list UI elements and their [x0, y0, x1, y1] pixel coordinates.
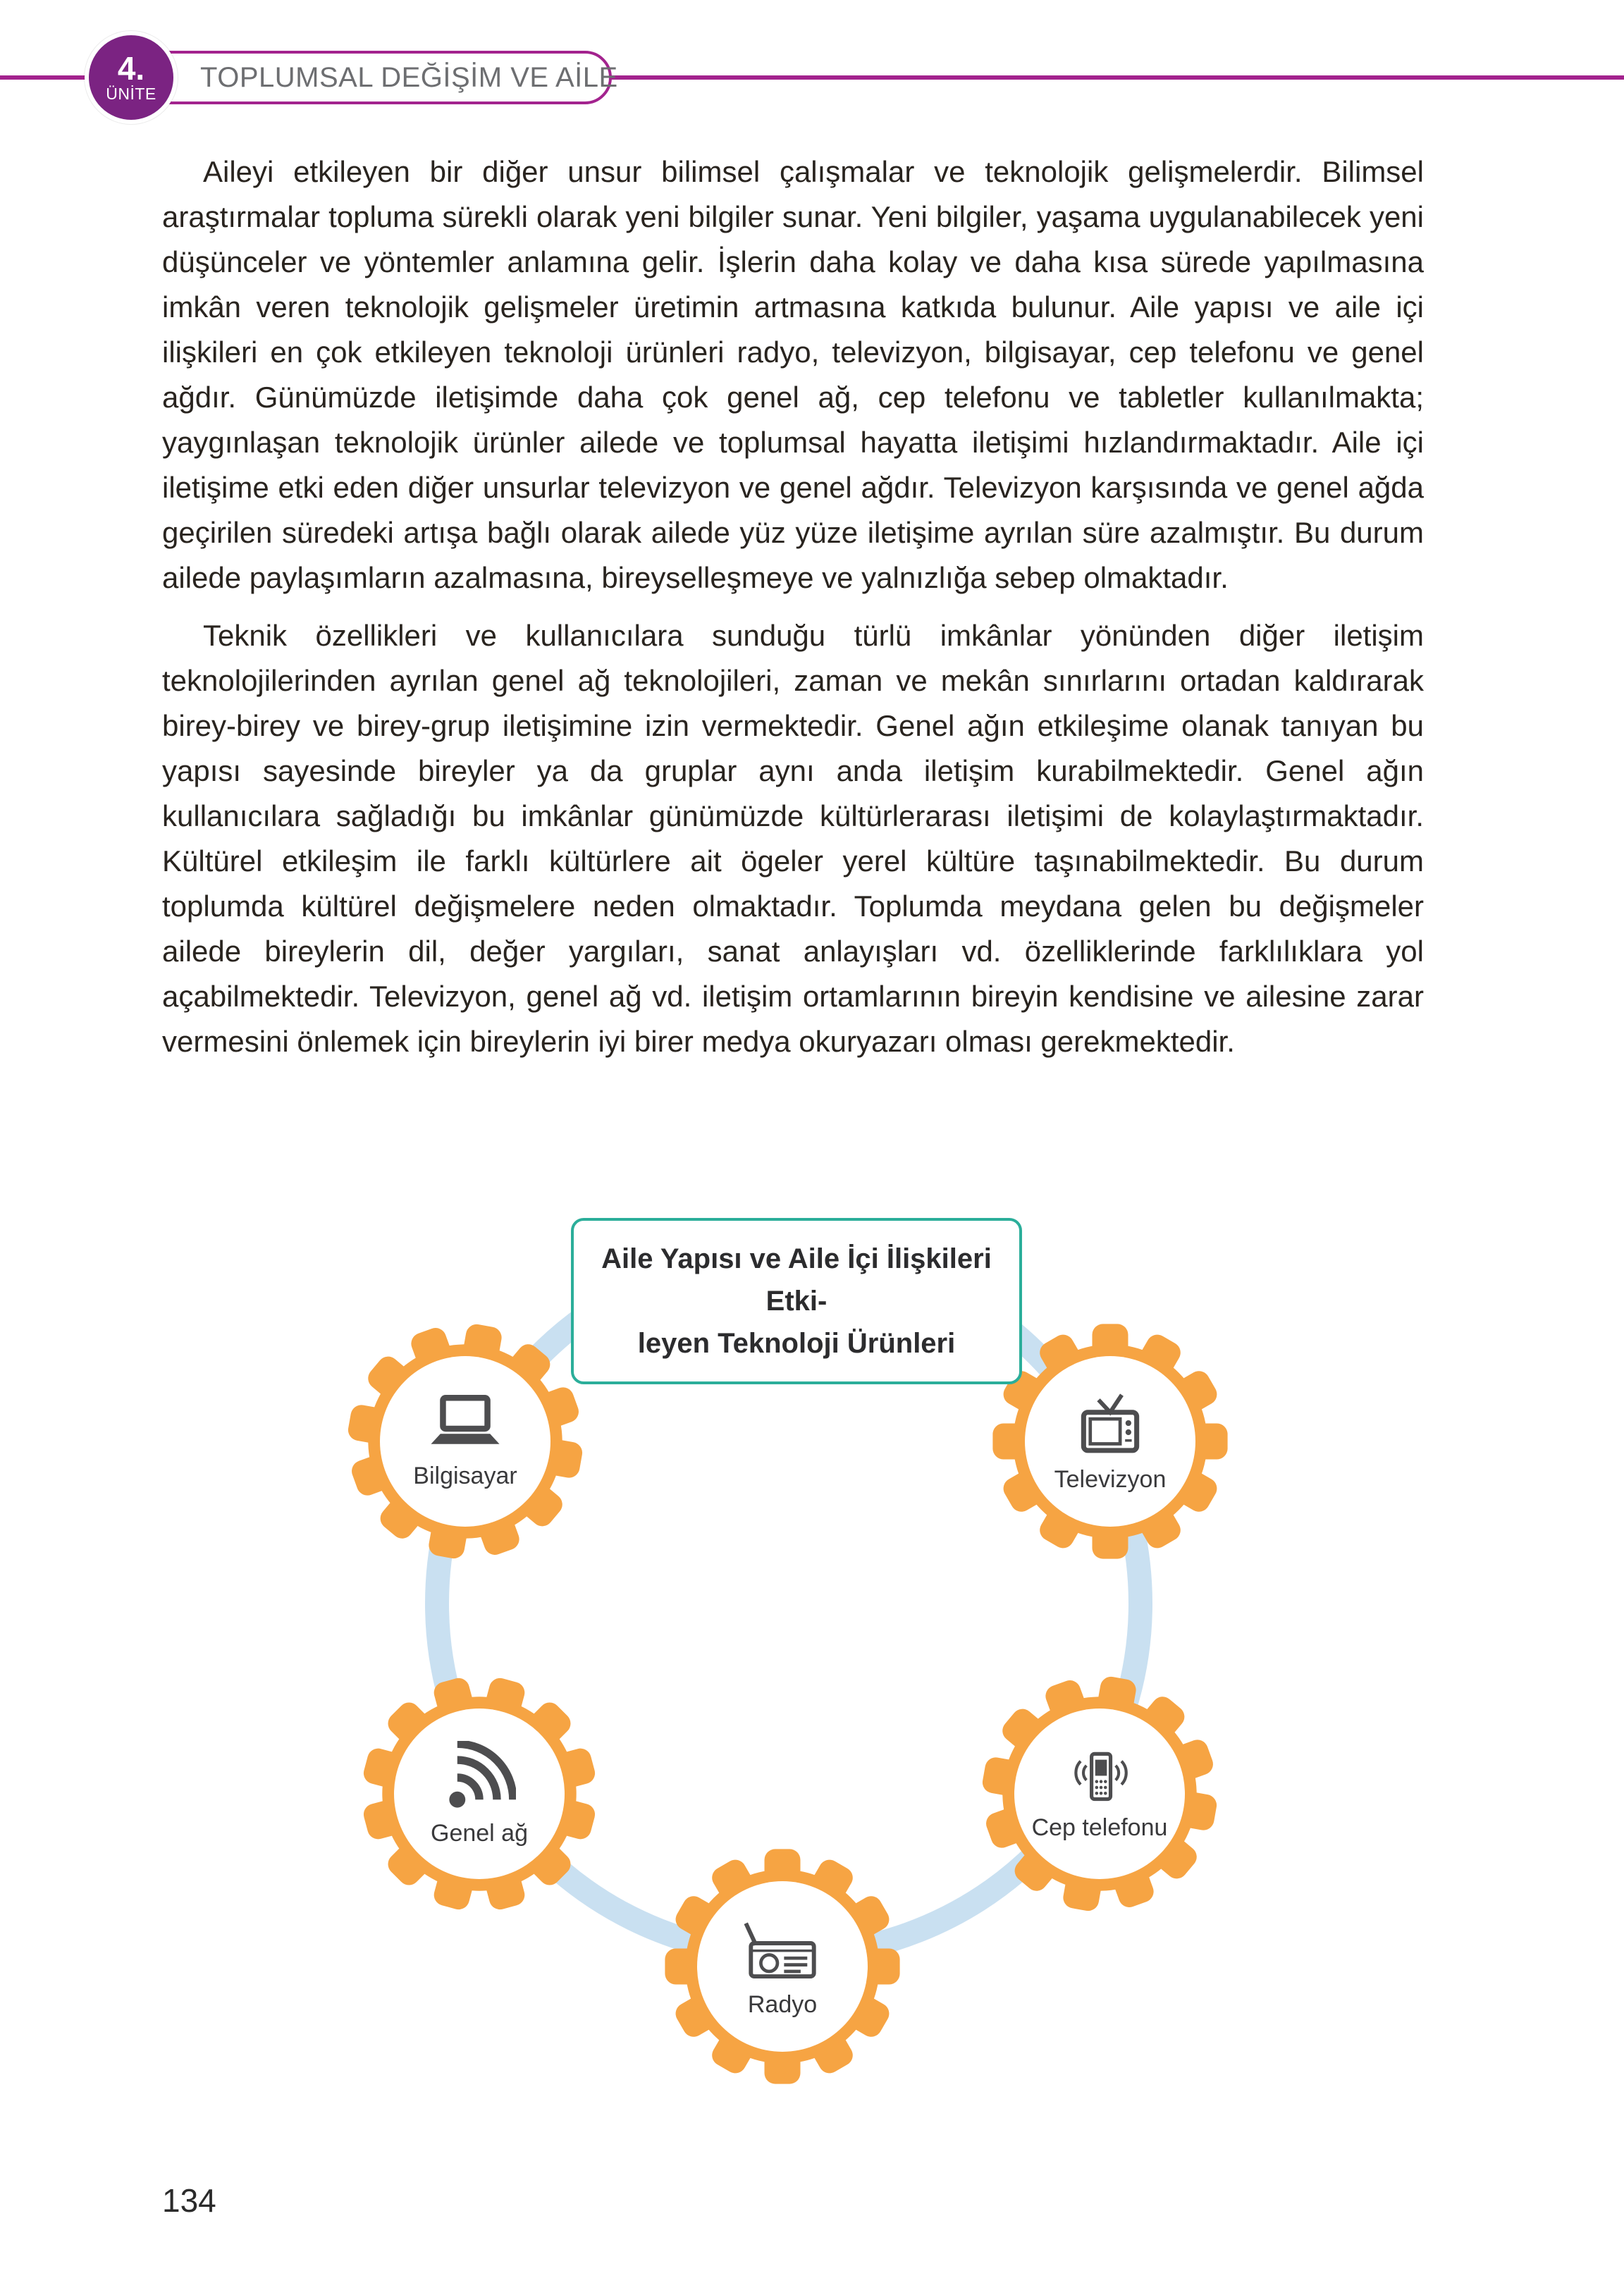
diagram-node-circle — [697, 1881, 868, 2052]
page-number: 134 — [162, 2182, 216, 2219]
unit-badge — [85, 31, 178, 124]
diagram-node-televizyon — [990, 1322, 1230, 1561]
diagram-node-cep-telefonu — [980, 1674, 1219, 1914]
diagram-node-circle — [394, 1709, 565, 1879]
diagram-title — [571, 1218, 1022, 1384]
node-label: Bilgisayar — [413, 1463, 517, 1490]
wifi-icon — [443, 1741, 516, 1814]
diagram-title-line2: leyen Teknoloji Ürünleri — [637, 1328, 956, 1359]
mobile-phone-icon — [1063, 1747, 1136, 1809]
tv-icon — [1069, 1390, 1152, 1460]
body-paragraph-2: Teknik özellikleri ve kullanıcılara sunduğu türlü imkânlar yönünden diğer iletişim teknolojilerinden ayrılan genel ağ teknolojileri, zaman ve mekân sınırlarını ortadan kaldırarak birey-birey ve birey-grup iletişimine izin vermektedir. Genel ağın etkileşime olanak tanıyan bu yapısı sayesinde bireyler ya da gruplar aynı anda iletişim kurabilmektedir. Genel ağın kullanıcılara sağladığı bu imkânlar günümüzde kültürlerarası iletişimi de kolaylaştırmaktadır. Kültürel etkileşim ile farklı kültürlere ait ögeler yerel kültüre taşınabilmektedir. Bu durum toplumda kültürel değişmelere neden olmaktadır. Toplumda meydana gelen bu değişmeler ailede bireylerin dil, değer yargıları, sanat anlayışları vd. özelliklerinde farklılıklara yol açabilmektedir. Televizyon, genel ağ vd. iletişim ortamlarının bireyin kendisine ve ailesine zarar vermesini önlemek için bireylerin iyi birer medya okuryazarı olması gerekmektedir. — [162, 619, 1424, 1058]
diagram-node-circle — [380, 1356, 550, 1527]
diagram-node-radyo — [663, 1847, 902, 2086]
node-label: Cep telefonu — [1031, 1814, 1168, 1841]
body-paragraph-1: Aileyi etkileyen bir diğer unsur bilimsel çalışmalar ve teknolojik gelişmelerdir. Bilimsel araştırmalar topluma sürekli olarak yeni bilgiler sunar. Yeni bilgiler, yaşama uygulanabilecek yeni düşünceler ve yöntemler anlamına gelir. İşlerin daha kolay ve daha kısa sürede yapılmasına imkân veren teknolojik gelişmeler üretimin artmasına katkıda bulunur. Aile yapısı ve aile içi ilişkileri en çok etkileyen teknoloji ürünleri radyo, televizyon, bilgisayar, cep telefonu ve genel ağdır. Günümüzde iletişimde daha çok genel ağ, cep telefonu ve tabletler kullanılmakta; yaygınlaşan teknolojik ürünler ailede ve toplumsal hayatta iletişimi hızlandırmaktadır. Aile içi iletişime etki eden diğer unsurlar televizyon ve genel ağdır. Televizyon karşısında ve genel ağda geçirilen süredeki artışa bağlı olarak ailede yüz yüze iletişime ayrılan süre azalmıştır. Bu durum ailede paylaşımların azalmasına, bireyselleşmeye ve yalnızlığa sebep olmaktadır. — [162, 155, 1424, 594]
unit-number: 4. — [117, 49, 145, 87]
unit-title-pill — [104, 51, 618, 104]
node-label: Televizyon — [1054, 1465, 1167, 1493]
body-text — [162, 149, 1424, 1077]
diagram-node-genel-ag — [359, 1674, 599, 1914]
node-label: Radyo — [747, 1990, 818, 2018]
unit-title: TOPLUMSAL DEĞİŞİM VE AİLE — [200, 61, 618, 93]
laptop-icon — [422, 1393, 508, 1457]
diagram-node-circle — [1014, 1709, 1185, 1879]
diagram-title-line1: Aile Yapısı ve Aile İçi İlişkileri Etki- — [601, 1243, 992, 1317]
diagram-node-circle — [1025, 1356, 1195, 1527]
node-label: Genel ağ — [431, 1819, 528, 1847]
diagram-node-bilgisayar — [345, 1322, 585, 1561]
radio-icon — [741, 1915, 824, 1986]
unit-label: ÜNİTE — [106, 84, 156, 103]
